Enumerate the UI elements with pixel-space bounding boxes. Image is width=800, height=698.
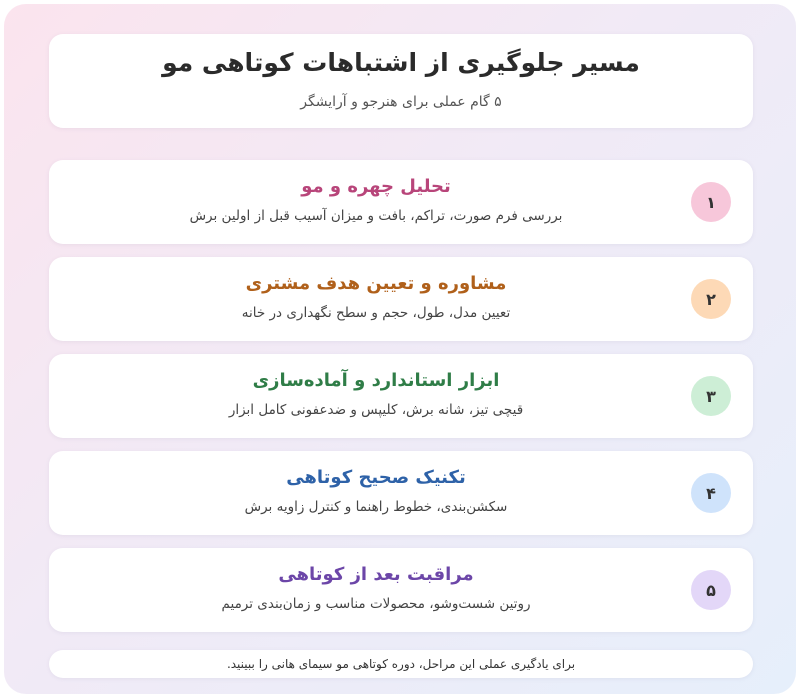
page-title: مسیر جلوگیری از اشتباهات کوتاهی مو bbox=[162, 48, 640, 77]
page-subtitle: ۵ گام عملی برای هنرجو و آرایشگر bbox=[300, 94, 502, 110]
step-card-2 bbox=[49, 257, 753, 341]
step-card-3 bbox=[49, 354, 753, 438]
step-number-badge: ۴ bbox=[691, 473, 731, 513]
step-number-badge: ۱ bbox=[691, 182, 731, 222]
footer-note: برای یادگیری عملی این مراحل، دوره کوتاهی مو سیمای هانی را ببینید. bbox=[226, 657, 576, 671]
step-description: بررسی فرم صورت، تراکم، بافت و میزان آسیب قبل از اولین برش bbox=[189, 208, 563, 224]
step-description: تعیین مدل، طول، حجم و سطح نگهداری در خانه bbox=[241, 305, 511, 321]
step-title: مراقبت بعد از کوتاهی bbox=[278, 564, 474, 585]
step-title: مشاوره و تعیین هدف مشتری bbox=[245, 273, 507, 294]
step-description: قیچی تیز، شانه برش، کلیپس و ضدعفونی کامل ابزار bbox=[228, 402, 524, 418]
step-number-badge: ۲ bbox=[691, 279, 731, 319]
step-card-5 bbox=[49, 548, 753, 632]
step-title: تحلیل چهره و مو bbox=[301, 176, 451, 197]
step-description: روتین شست‌وشو، محصولات مناسب و زمان‌بندی ترمیم bbox=[221, 596, 531, 612]
header-card bbox=[49, 34, 753, 128]
step-card-1 bbox=[49, 160, 753, 244]
step-title: تکنیک صحیح کوتاهی bbox=[286, 467, 466, 488]
step-card-4 bbox=[49, 451, 753, 535]
step-title: ابزار استاندارد و آماده‌سازی bbox=[252, 370, 500, 391]
step-number-badge: ۵ bbox=[691, 570, 731, 610]
step-description: سکشن‌بندی، خطوط راهنما و کنترل زاویه برش bbox=[244, 499, 508, 515]
footer-card bbox=[49, 650, 753, 678]
step-number-badge: ۳ bbox=[691, 376, 731, 416]
